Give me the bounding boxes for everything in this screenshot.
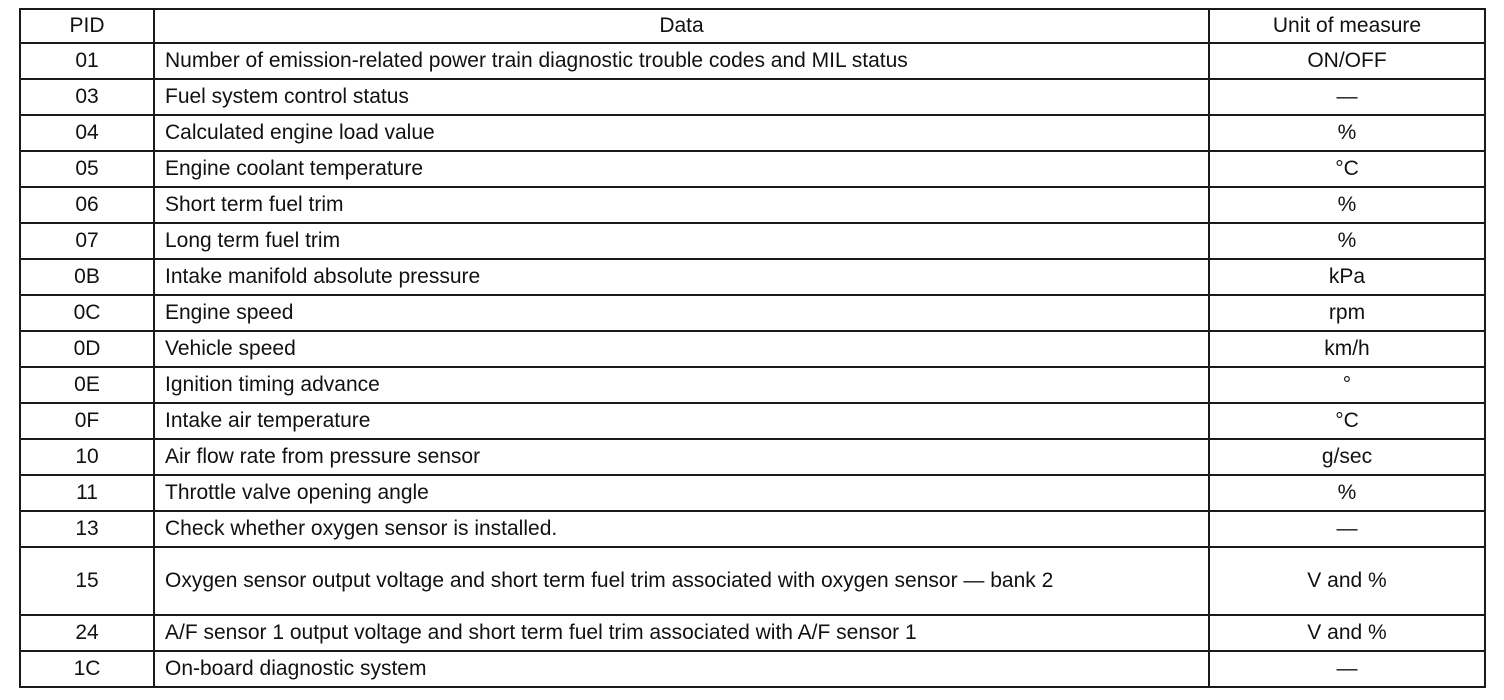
- pid-cell: 05: [20, 151, 154, 187]
- unit-cell: kPa: [1209, 259, 1485, 295]
- pid-cell: 15: [20, 547, 154, 615]
- data-cell: Long term fuel trim: [154, 223, 1209, 259]
- pid-cell: 11: [20, 475, 154, 511]
- table-row: [20, 223, 1485, 259]
- unit-cell: °C: [1209, 151, 1485, 187]
- unit-cell: %: [1209, 223, 1485, 259]
- pid-cell: 1C: [20, 651, 154, 687]
- unit-cell: °C: [1209, 403, 1485, 439]
- pid-cell: 24: [20, 615, 154, 651]
- table-row: [20, 367, 1485, 403]
- unit-cell: V and %: [1209, 615, 1485, 651]
- pid-cell: 0C: [20, 295, 154, 331]
- data-cell: Throttle valve opening angle: [154, 475, 1209, 511]
- table-row: [20, 547, 1485, 615]
- unit-cell: %: [1209, 475, 1485, 511]
- data-cell: Intake manifold absolute pressure: [154, 259, 1209, 295]
- pid-cell: 01: [20, 43, 154, 79]
- pid-cell: 03: [20, 79, 154, 115]
- pid-data-table: [19, 8, 1486, 688]
- data-cell: On-board diagnostic system: [154, 651, 1209, 687]
- table-row: [20, 295, 1485, 331]
- column-header-data: Data: [154, 9, 1209, 43]
- data-cell: Engine coolant temperature: [154, 151, 1209, 187]
- table-header-row: [20, 9, 1485, 43]
- data-cell: Fuel system control status: [154, 79, 1209, 115]
- pid-cell: 10: [20, 439, 154, 475]
- table-row: [20, 187, 1485, 223]
- data-cell: Oxygen sensor output voltage and short term fuel trim associated with oxygen sensor — bank 2: [154, 547, 1209, 615]
- data-cell: Short term fuel trim: [154, 187, 1209, 223]
- data-cell: Air flow rate from pressure sensor: [154, 439, 1209, 475]
- unit-cell: ON/OFF: [1209, 43, 1485, 79]
- pid-cell: 07: [20, 223, 154, 259]
- unit-cell: —: [1209, 79, 1485, 115]
- data-cell: Engine speed: [154, 295, 1209, 331]
- column-header-unit: Unit of measure: [1209, 9, 1485, 43]
- table-row: [20, 79, 1485, 115]
- table-row: [20, 331, 1485, 367]
- data-cell: Number of emission-related power train diagnostic trouble codes and MIL status: [154, 43, 1209, 79]
- pid-cell: 0E: [20, 367, 154, 403]
- unit-cell: rpm: [1209, 295, 1485, 331]
- data-cell: Vehicle speed: [154, 331, 1209, 367]
- table-row: [20, 259, 1485, 295]
- unit-cell: g/sec: [1209, 439, 1485, 475]
- pid-cell: 0F: [20, 403, 154, 439]
- pid-cell: 13: [20, 511, 154, 547]
- unit-cell: °: [1209, 367, 1485, 403]
- pid-cell: 06: [20, 187, 154, 223]
- table-row: [20, 439, 1485, 475]
- unit-cell: %: [1209, 187, 1485, 223]
- data-cell: A/F sensor 1 output voltage and short term fuel trim associated with A/F sensor 1: [154, 615, 1209, 651]
- pid-cell: 04: [20, 115, 154, 151]
- table-row: [20, 115, 1485, 151]
- table-row: [20, 403, 1485, 439]
- unit-cell: —: [1209, 651, 1485, 687]
- table-row: [20, 475, 1485, 511]
- data-cell: Calculated engine load value: [154, 115, 1209, 151]
- unit-cell: V and %: [1209, 547, 1485, 615]
- column-header-pid: PID: [20, 9, 154, 43]
- data-cell: Intake air temperature: [154, 403, 1209, 439]
- table-row: [20, 43, 1485, 79]
- unit-cell: —: [1209, 511, 1485, 547]
- unit-cell: km/h: [1209, 331, 1485, 367]
- table-row: [20, 651, 1485, 687]
- pid-cell: 0D: [20, 331, 154, 367]
- table-row: [20, 511, 1485, 547]
- data-cell: Ignition timing advance: [154, 367, 1209, 403]
- data-cell: Check whether oxygen sensor is installed.: [154, 511, 1209, 547]
- table-row: [20, 151, 1485, 187]
- unit-cell: %: [1209, 115, 1485, 151]
- pid-cell: 0B: [20, 259, 154, 295]
- table-row: [20, 615, 1485, 651]
